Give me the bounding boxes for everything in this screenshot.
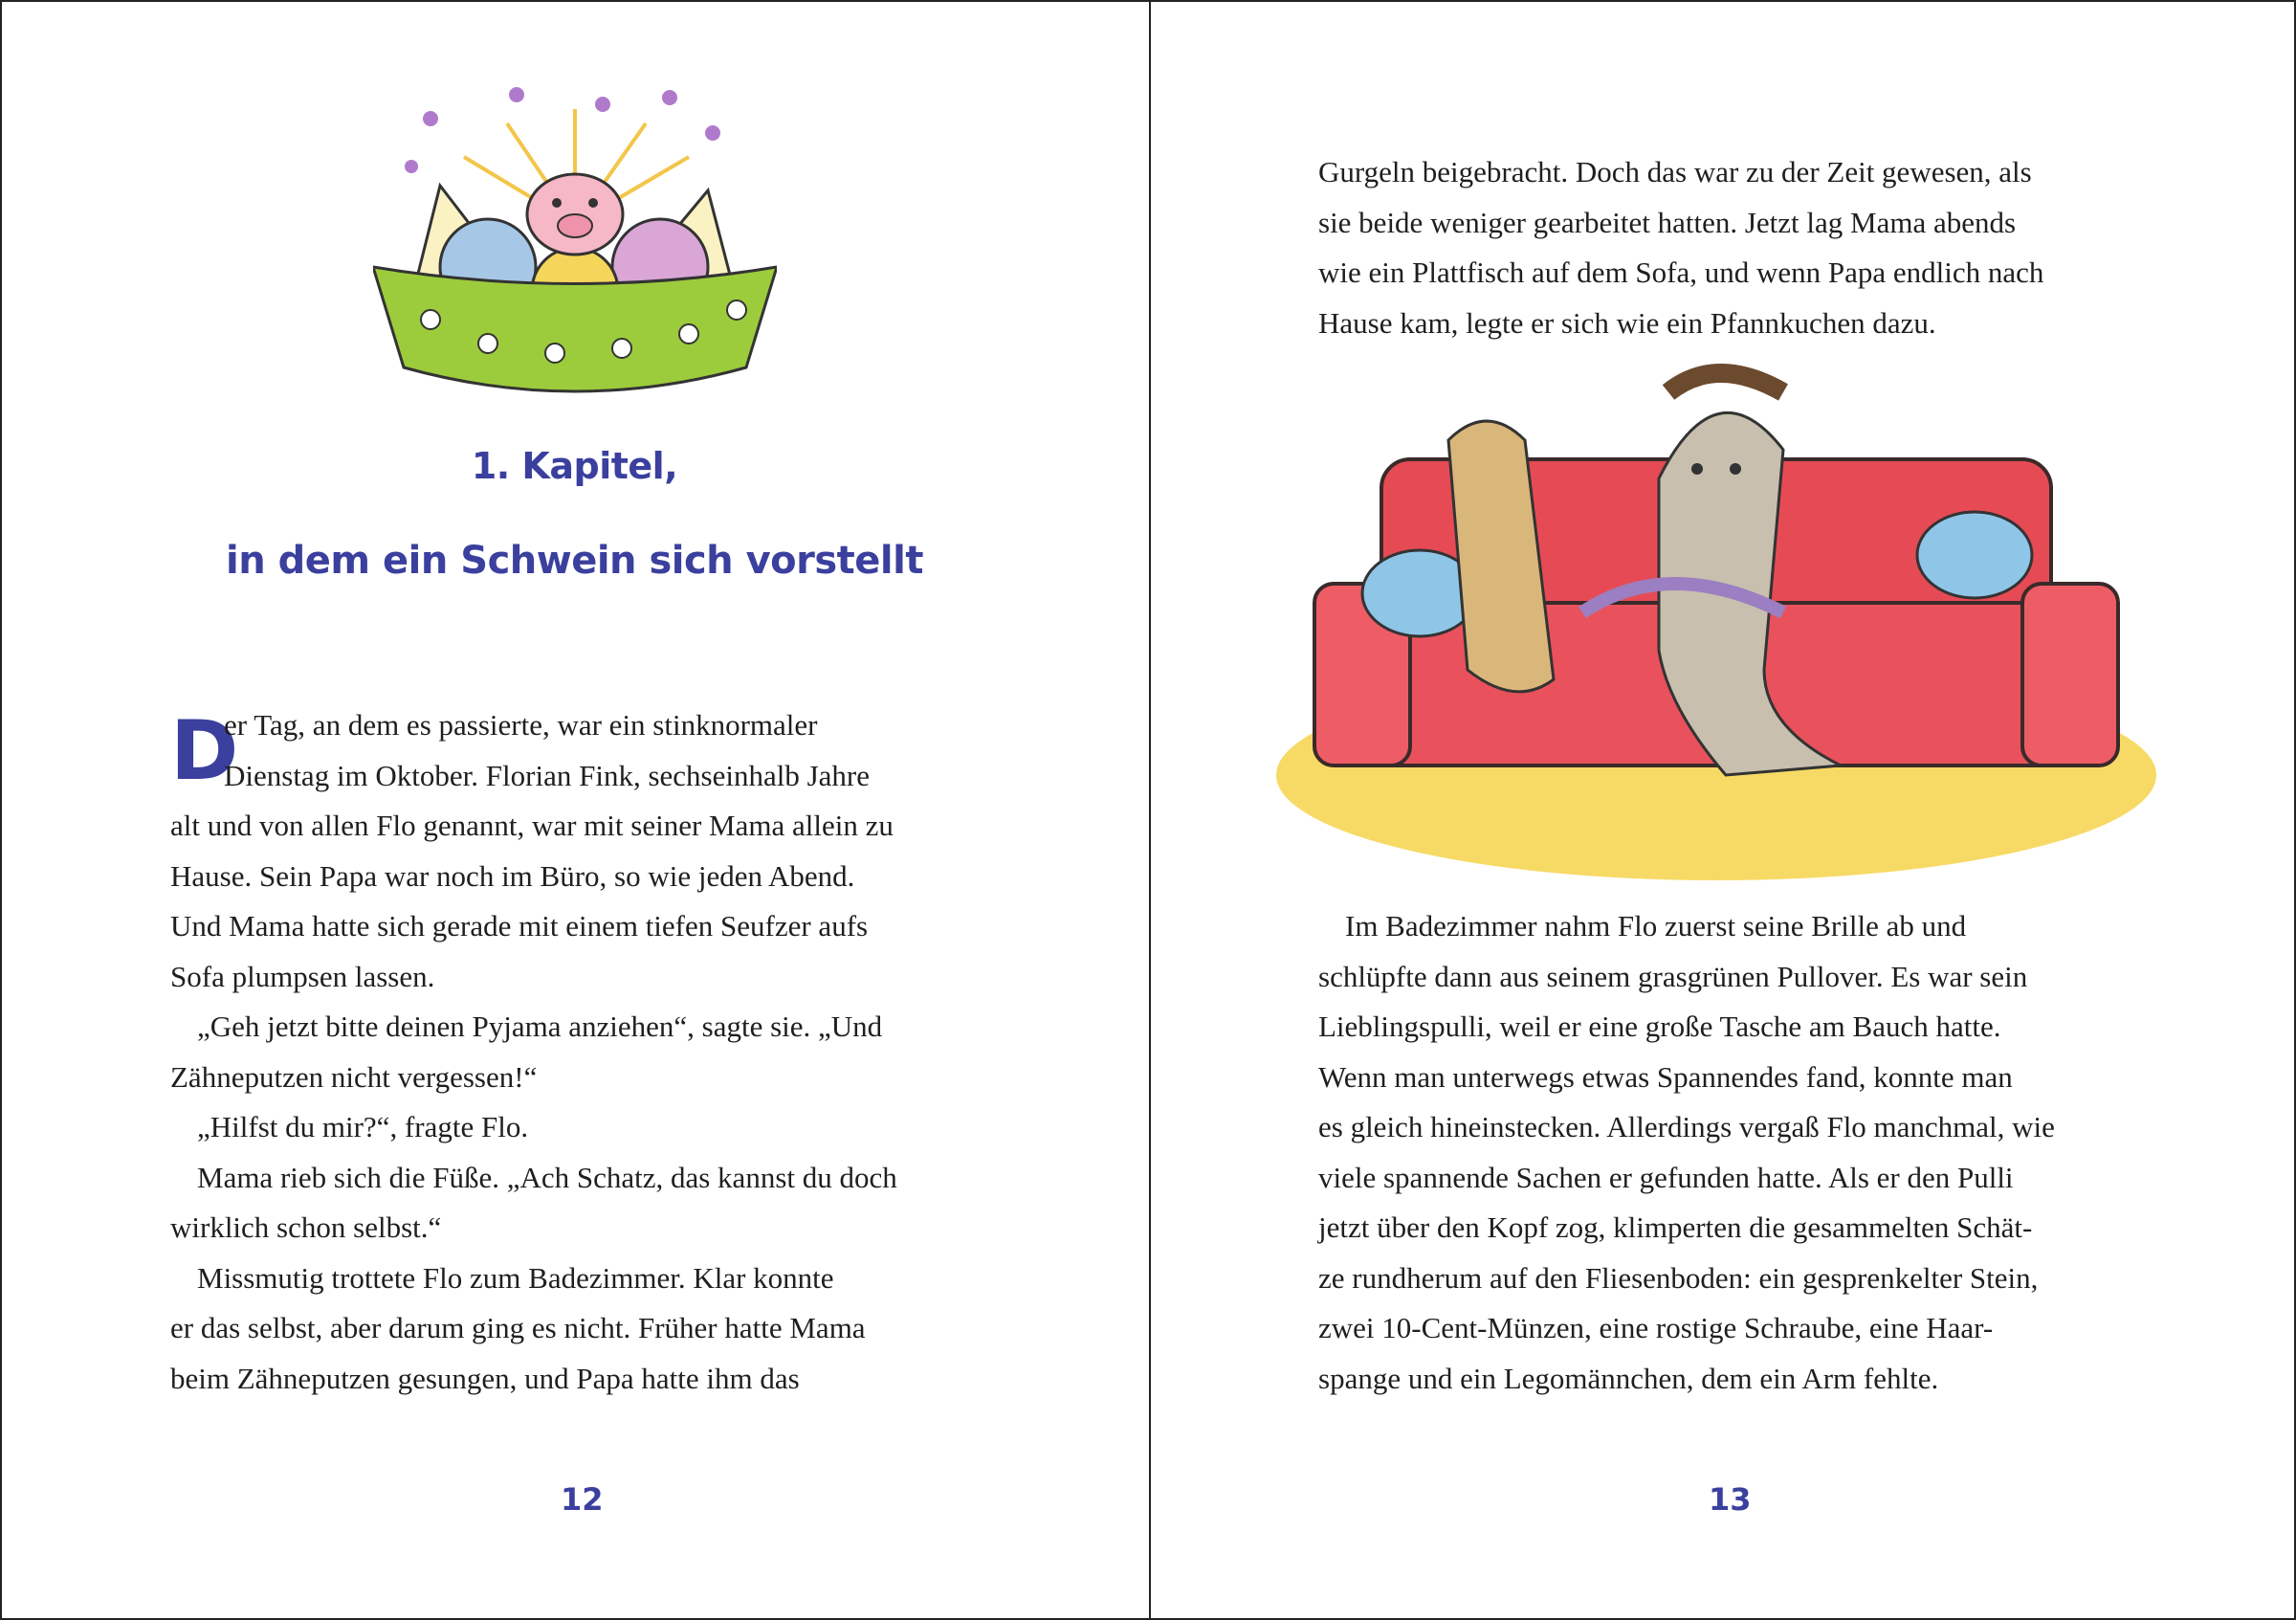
body-text-left [170,700,897,1404]
text-line: schlüpfte dann aus seinem grasgrünen Pullover. Es war sein [1318,959,2028,993]
text-line: es gleich hineinstecken. Allerdings vergaß Flo manchmal, wie [1318,1110,2055,1143]
text-line: Wenn man unterwegs etwas Spannendes fand, konnte man [1318,1059,2013,1094]
text-line: Missmutig trottete Flo zum Badezimmer. Klar konnte [197,1260,834,1295]
text-line: zwei 10-Cent-Münzen, eine rostige Schraube, eine Haar- [1318,1311,1994,1344]
text-line: Im Badezimmer nahm Flo zuerst seine Brille ab und [1345,909,1967,943]
page-number-left: 12 [561,1481,604,1518]
text-line: „Hilfst du mir?“, fragte Flo. [197,1110,529,1143]
drop-cap: D [170,703,239,799]
text-line: Lieblingspulli, weil er eine große Tasche am Bauch hatte. [1318,1010,2001,1043]
text-line: er das selbst, aber darum ging es nicht. Früher hatte Mama [170,1311,866,1344]
text-line: Sofa plumpsen lassen. [170,959,435,993]
text-line: beim Zähneputzen gesungen, und Papa hatte ihm das [170,1361,800,1395]
text-line: spange und ein Legomännchen, dem ein Arm fehlte. [1318,1361,1939,1395]
right-page [1151,0,2296,1620]
text-line: viele spannende Sachen er gefunden hatte. Als er den Pulli [1318,1160,2014,1194]
text-line: jetzt über den Kopf zog, klimperten die gesammelten Schät- [1318,1210,2033,1244]
body-text-right-top [1318,147,2043,348]
text-line: alt und von allen Flo genannt, war mit seiner Mama allein zu [170,809,894,842]
text-line: wie ein Plattfisch auf dem Sofa, und wenn Papa endlich nach [1318,255,2044,289]
text-line: Zähneputzen nicht vergessen!“ [170,1059,538,1094]
text-line: Und Mama hatte sich gerade mit einem tiefen Seufzer aufs [170,909,869,943]
sofa-fish-illustration [1267,364,2166,899]
text-line: ze rundherum auf den Fliesenboden: ein gesprenkelter Stein, [1318,1260,2039,1295]
text-line: Dienstag im Oktober. Florian Fink, sechseinhalb Jahre [224,758,870,792]
page-number-right: 13 [1709,1481,1752,1518]
body-text-right-bottom [1318,901,2055,1404]
chapter-title: in dem ein Schwein sich vorstellt [226,539,923,583]
text-line: er Tag, an dem es passierte, war ein stinknormaler [224,708,818,742]
text-line: „Geh jetzt bitte deinen Pyjama anziehen“, sagte sie. „Und [197,1010,883,1043]
text-line: Hause kam, legte er sich wie ein Pfannkuchen dazu. [1318,305,1936,340]
text-line: Mama rieb sich die Füße. „Ach Schatz, das kannst du doch [197,1160,897,1194]
chapter-number: 1. Kapitel, [471,445,678,487]
text-line: Hause. Sein Papa war noch im Büro, so wie jeden Abend. [170,858,855,893]
text-line: sie beide weniger gearbeitet hatten. Jetzt lag Mama abends [1318,205,2017,239]
text-line: wirklich schon selbst.“ [170,1210,442,1244]
text-line: Gurgeln beigebracht. Doch das war zu der Zeit gewesen, als [1318,155,2032,189]
piggy-bowl-illustration [373,80,777,406]
